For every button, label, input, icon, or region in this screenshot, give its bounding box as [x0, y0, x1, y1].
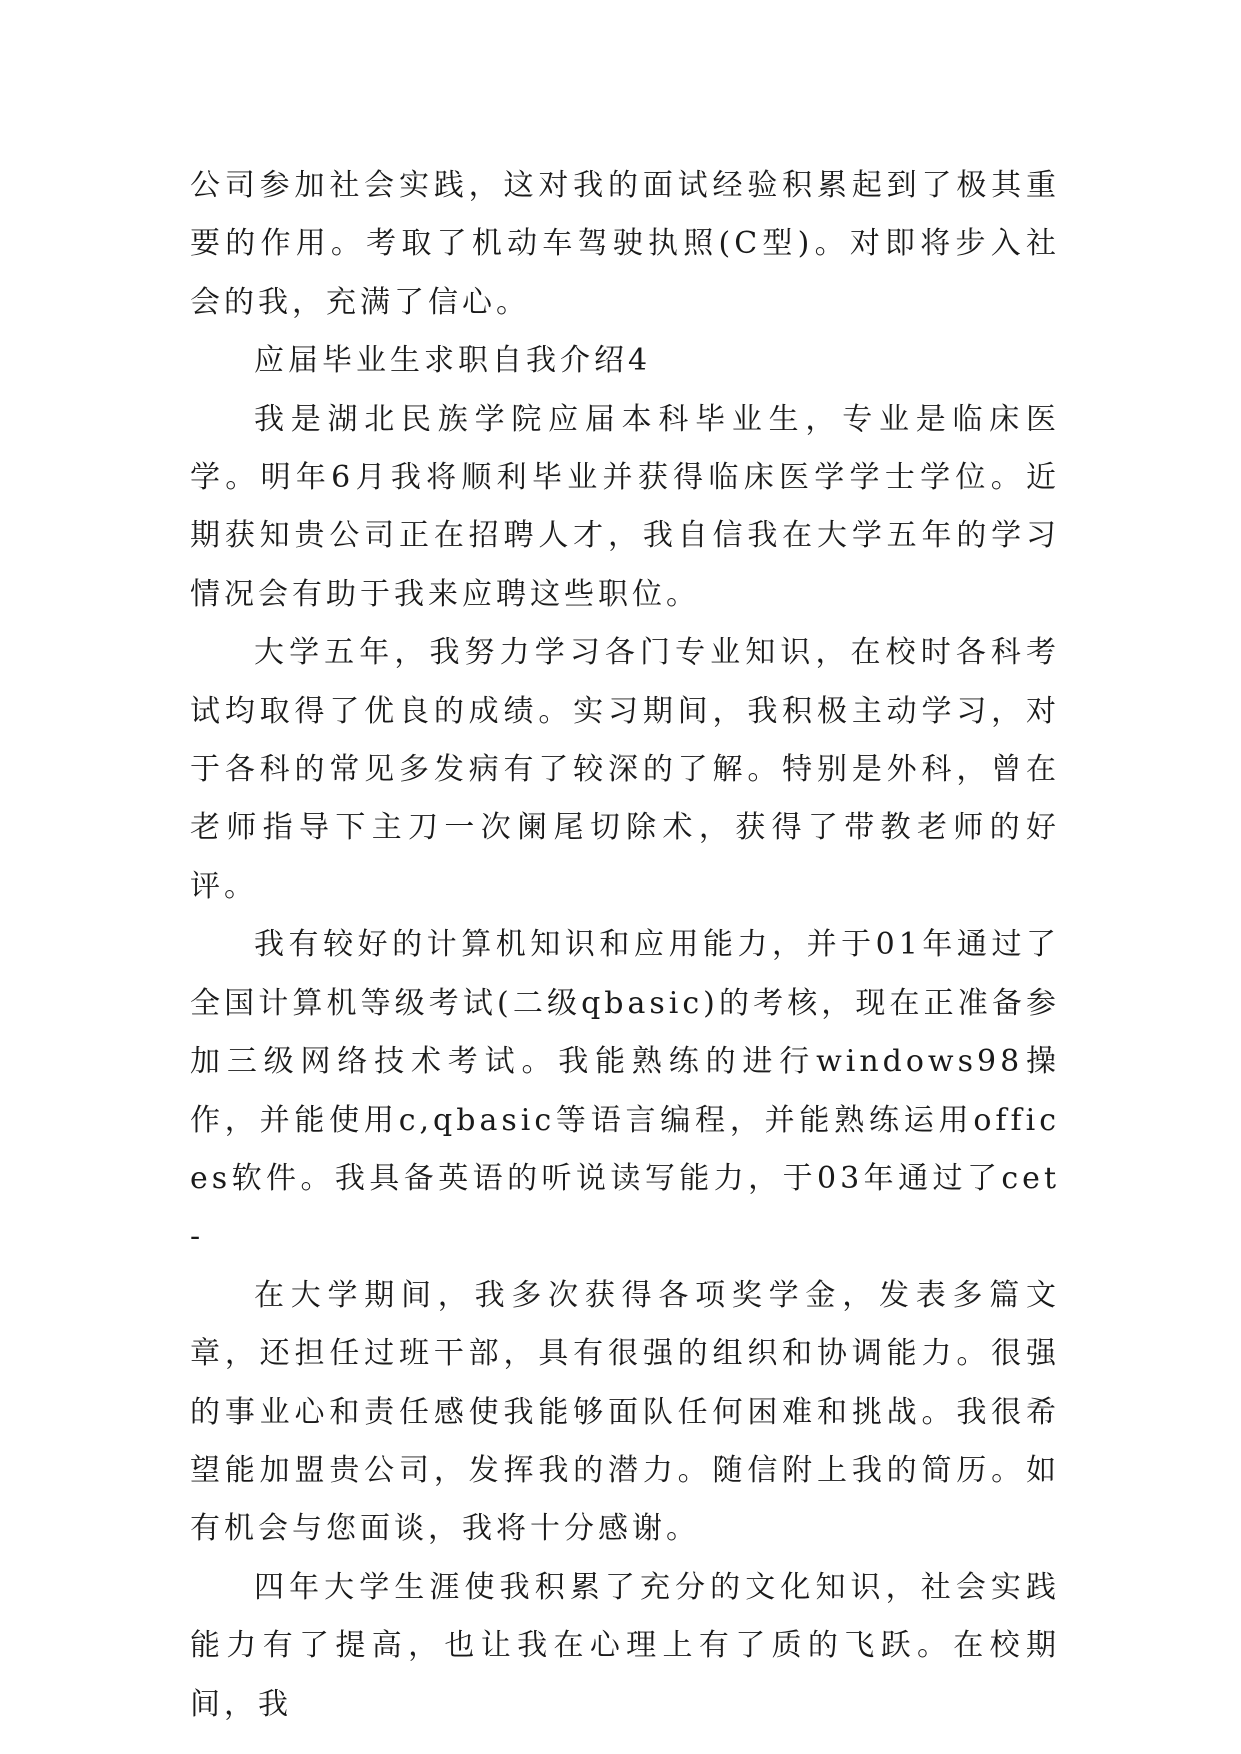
paragraph-study: 大学五年，我努力学习各门专业知识，在校时各科考试均取得了优良的成绩。实习期间，我积极主动学习，对于各科的常见多发病有了较深的了解。特别是外科，曾在老师指导下主刀一次阑尾切除术，获得了带教老师的好评。 — [190, 635, 1060, 904]
paragraph-summary: 四年大学生涯使我积累了充分的文化知识，社会实践能力有了提高，也让我在心理上有了质的飞跃。在校期间，我 — [190, 1569, 1060, 1722]
section-heading: 应届毕业生求职自我介绍4 — [254, 343, 652, 379]
paragraph-intro: 我是湖北民族学院应届本科毕业生，专业是临床医学。明年6月我将顺利毕业并获得临床医学学士学位。近期获知贵公司正在招聘人才，我自信我在大学五年的学习情况会有助于我来应聘这些职位。 — [190, 401, 1060, 612]
paragraph-continuation: 公司参加社会实践，这对我的面试经验积累起到了极其重要的作用。考取了机动车驾驶执照(C型)。对即将步入社会的我，充满了信心。 — [190, 168, 1060, 320]
paragraph-activities: 在大学期间，我多次获得各项奖学金，发表多篇文章，还担任过班干部，具有很强的组织和协调能力。很强的事业心和责任感使我能够面队任何困难和挑战。我很希望能加盟贵公司，发挥我的潜力。随信附上我的简历。如有机会与您面谈，我将十分感谢。 — [190, 1277, 1060, 1547]
paragraph-skills: 我有较好的计算机知识和应用能力，并于01年通过了全国计算机等级考试(二级qbasic)的考核，现在正准备参加三级网络技术考试。我能熟练的进行windows98操作，并能使用c,qbasic等语言编程，并能熟练运用offices软件。我具备英语的听说读写能力，于03年通过了cet- — [190, 927, 1060, 1255]
document-body — [190, 157, 1060, 1734]
